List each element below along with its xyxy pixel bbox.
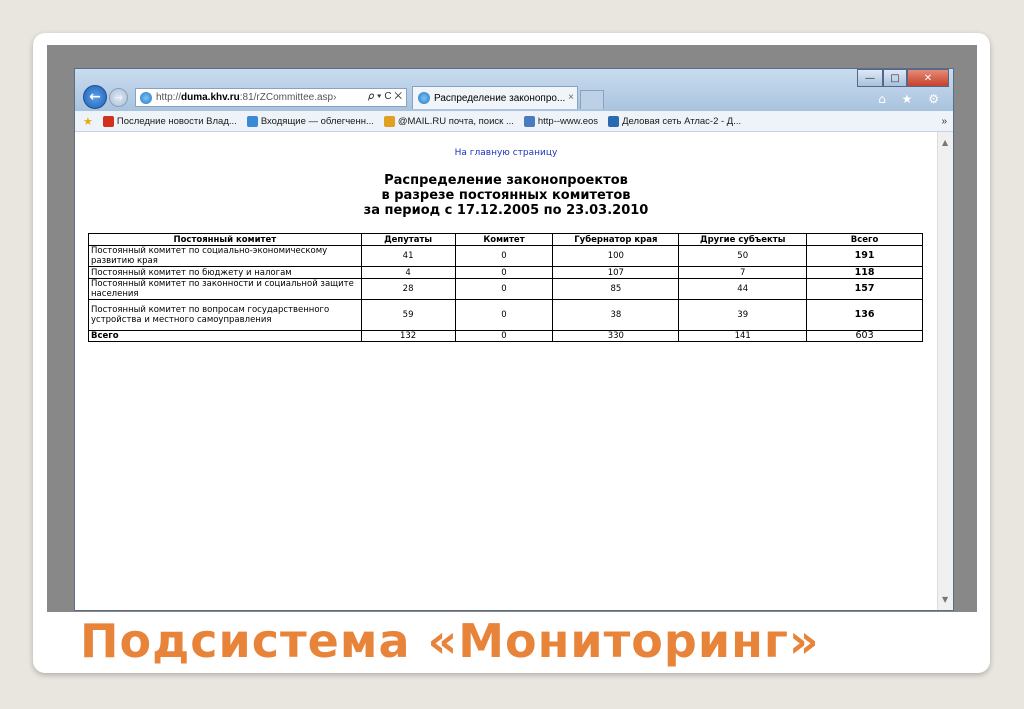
new-tab-button[interactable] bbox=[580, 90, 604, 109]
committee-name: Постоянный комитет по социально-экономическому развитию края bbox=[89, 246, 362, 267]
table-row bbox=[89, 267, 923, 279]
table-cell: 132 bbox=[361, 331, 455, 342]
committee-name: Постоянный комитет по бюджету и налогам bbox=[89, 267, 362, 279]
tab-close-icon[interactable]: × bbox=[568, 92, 574, 103]
report-table bbox=[88, 233, 923, 342]
row-total: 191 bbox=[807, 246, 923, 267]
grand-total: 603 bbox=[807, 331, 923, 342]
column-header: Другие субъекты bbox=[679, 234, 807, 246]
ie-icon bbox=[140, 92, 152, 104]
slide-heading: Подсистема «Мониторинг» bbox=[80, 614, 820, 668]
favorite-item[interactable]: @MAIL.RU почта, поиск ... bbox=[384, 116, 514, 127]
page-icon bbox=[524, 116, 535, 127]
table-cell: 141 bbox=[679, 331, 807, 342]
mailru-icon bbox=[384, 116, 395, 127]
forward-button[interactable] bbox=[109, 88, 128, 107]
favorite-item[interactable]: http--www.eos bbox=[524, 116, 598, 127]
table-cell: 4 bbox=[361, 267, 455, 279]
arrow-left-icon: ← bbox=[89, 89, 101, 105]
ie-icon bbox=[418, 92, 430, 104]
table-cell: 39 bbox=[679, 300, 807, 331]
report-title-line: Распределение законопроектов bbox=[384, 173, 628, 188]
table-header-row bbox=[89, 234, 923, 246]
table-cell: 7 bbox=[679, 267, 807, 279]
table-cell: 28 bbox=[361, 279, 455, 300]
report-title-line: за период с 17.12.2005 по 23.03.2010 bbox=[363, 203, 649, 218]
megaphone-icon bbox=[103, 116, 114, 127]
table-cell: 44 bbox=[679, 279, 807, 300]
browser-window bbox=[74, 68, 954, 611]
table-cell: 38 bbox=[553, 300, 679, 331]
favorites-more-icon[interactable]: » bbox=[941, 115, 947, 127]
table-cell: 100 bbox=[553, 246, 679, 267]
table-total-row bbox=[89, 331, 923, 342]
address-controls[interactable]: 𝜌 ▾ C ✕ bbox=[365, 91, 402, 102]
tab-active[interactable] bbox=[412, 86, 578, 109]
address-bar[interactable] bbox=[135, 88, 407, 107]
favorite-item[interactable]: Входящие — облегченн... bbox=[247, 116, 374, 127]
favorites-bar bbox=[75, 111, 953, 132]
table-cell: 0 bbox=[455, 279, 553, 300]
committee-name: Постоянный комитет по законности и социальной защите населения bbox=[89, 279, 362, 300]
table-cell: 85 bbox=[553, 279, 679, 300]
table-cell: 0 bbox=[455, 246, 553, 267]
column-header: Комитет bbox=[455, 234, 553, 246]
table-row bbox=[89, 300, 923, 331]
column-header: Депутаты bbox=[361, 234, 455, 246]
table-cell: 107 bbox=[553, 267, 679, 279]
window-controls bbox=[857, 69, 949, 87]
table-cell: 50 bbox=[679, 246, 807, 267]
minimize-button[interactable]: — bbox=[857, 69, 883, 87]
favorite-item[interactable]: Последние новости Влад... bbox=[103, 116, 237, 127]
column-header: Губернатор края bbox=[553, 234, 679, 246]
back-button[interactable] bbox=[83, 85, 107, 109]
table-row bbox=[89, 246, 923, 267]
row-total: 136 bbox=[807, 300, 923, 331]
scroll-down-icon[interactable]: ▼ bbox=[942, 595, 949, 604]
table-cell: 330 bbox=[553, 331, 679, 342]
table-cell: 0 bbox=[455, 331, 553, 342]
committee-name: Постоянный комитет по вопросам государственного устройства и местного самоуправления bbox=[89, 300, 362, 331]
column-header: Всего bbox=[807, 234, 923, 246]
page-content bbox=[75, 132, 937, 610]
table-row bbox=[89, 279, 923, 300]
ie-page-icon bbox=[247, 116, 258, 127]
column-header: Постоянный комитет bbox=[89, 234, 362, 246]
vertical-scrollbar[interactable] bbox=[937, 132, 953, 610]
maximize-button[interactable]: □ bbox=[883, 69, 907, 87]
browser-titlebar bbox=[75, 69, 953, 111]
url-text: http://duma.khv.ru:81/rZCommittee.asp› bbox=[156, 92, 337, 103]
scroll-up-icon[interactable]: ▲ bbox=[942, 138, 949, 147]
row-total: 118 bbox=[807, 267, 923, 279]
home-link[interactable]: На главную страницу bbox=[454, 148, 558, 158]
atlas-icon bbox=[608, 116, 619, 127]
report-title bbox=[75, 173, 937, 218]
close-button[interactable]: ✕ bbox=[907, 69, 949, 87]
home-star-gear-icons[interactable]: ⌂ ★ ⚙ bbox=[878, 92, 945, 106]
row-total: 157 bbox=[807, 279, 923, 300]
table-cell: 41 bbox=[361, 246, 455, 267]
arrow-right-icon: → bbox=[113, 91, 124, 104]
favorite-item[interactable]: Деловая сеть Атлас-2 - Д... bbox=[608, 116, 741, 127]
report-title-line: в разрезе постоянных комитетов bbox=[381, 188, 631, 203]
table-cell: 59 bbox=[361, 300, 455, 331]
table-cell: 0 bbox=[455, 267, 553, 279]
tab-title: Распределение законопро... bbox=[434, 92, 566, 104]
favorites-star-icon[interactable]: ★ bbox=[83, 115, 93, 128]
total-label: Всего bbox=[89, 331, 362, 342]
table-cell: 0 bbox=[455, 300, 553, 331]
